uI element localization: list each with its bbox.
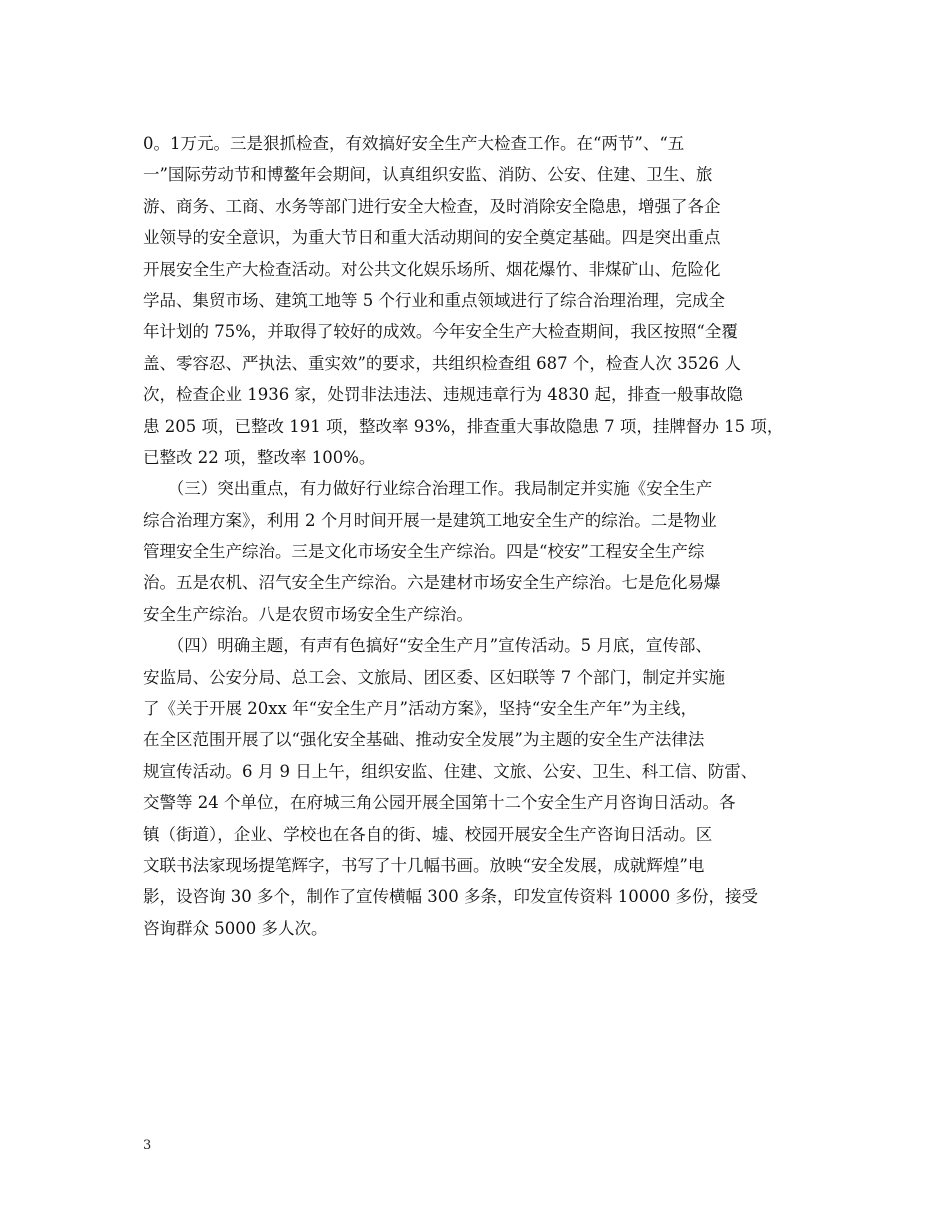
body-text bbox=[143, 128, 813, 944]
text-line-4: 业领导的安全意识，为重大节日和重大活动期间的安全奠定基础。四是突出重点 bbox=[143, 228, 721, 248]
text-line-12: （三）突出重点，有力做好行业综合治理工作。我局制定并实施《安全生产 bbox=[143, 479, 713, 499]
text-line-9: 次，检查企业 1936 家，处罚非法违法、违规违章行为 4830 起，排查一般事故隐 bbox=[143, 385, 743, 405]
text-line-3: 游、商务、工商、水务等部门进行安全大检查，及时消除安全隐患，增强了各企 bbox=[143, 196, 721, 216]
text-line-16: 安全生产综治。八是农贸市场安全生产综治。 bbox=[143, 604, 473, 624]
text-line-17: （四）明确主题，有声有色搞好“安全生产月”宣传活动。5 月底，宣传部、 bbox=[143, 636, 712, 656]
text-line-21: 规宣传活动。6 月 9 日上午，组织安监、住建、文旅、公安、卫生、科工信、防雷、 bbox=[143, 761, 758, 781]
text-line-8: 盖、零容忍、严执法、重实效”的要求，共组织检查组 687 个，检查人次 3526 人 bbox=[143, 353, 741, 373]
text-line-10: 患 205 项，已整改 191 项，整改率 93%，排查重大事故隐患 7 项，挂牌督办 15 项， bbox=[143, 416, 784, 436]
text-line-25: 影，设咨询 30 多个，制作了宣传横幅 300 多条，印发宣传资料 10000 多份，接受 bbox=[143, 887, 758, 907]
text-line-23: 镇（街道），企业、学校也在各自的街、墟、校园开展安全生产咨询日活动。区 bbox=[143, 824, 713, 844]
text-line-26: 咨询群众 5000 多人次。 bbox=[143, 918, 328, 938]
text-line-13: 综合治理方案》，利用 2 个月时间开展一是建筑工地安全生产的综治。二是物业 bbox=[143, 510, 717, 530]
text-line-19: 了《关于开展 20xx 年“安全生产月”活动方案》，坚持“安全生产年”为主线， bbox=[143, 699, 698, 719]
text-line-14: 管理安全生产综治。三是文化市场安全生产综治。四是“校安”工程安全生产综 bbox=[143, 542, 705, 562]
text-line-1: 0。1万元。三是狠抓检查，有效搞好安全生产大检查工作。在“两节”、“五 bbox=[143, 134, 685, 153]
page-number: 3 bbox=[143, 1138, 152, 1153]
text-line-7: 年计划的 75%，并取得了较好的成效。今年安全生产大检查期间，我区按照“全覆 bbox=[143, 322, 738, 342]
text-line-5: 开展安全生产大检查活动。对公共文化娱乐场所、烟花爆竹、非煤矿山、危险化 bbox=[143, 259, 721, 279]
text-line-15: 治。五是农机、沼气安全生产综治。六是建材市场安全生产综治。七是危化易爆 bbox=[143, 573, 721, 593]
text-line-18: 安监局、公安分局、总工会、文旅局、团区委、区妇联等 7 个部门，制定并实施 bbox=[143, 667, 725, 687]
text-line-6: 学品、集贸市场、建筑工地等 5 个行业和重点领域进行了综合治理治理，完成全 bbox=[143, 290, 725, 310]
text-line-2: 一”国际劳动节和博鳌年会期间，认真组织安监、消防、公安、住建、卫生、旅 bbox=[143, 165, 713, 185]
text-line-20: 在全区范围开展了以“强化安全基础、推动安全发展”为主题的安全生产法律法 bbox=[143, 730, 705, 750]
text-line-22: 交警等 24 个单位，在府城三角公园开展全国第十二个安全生产月咨询日活动。各 bbox=[143, 793, 736, 813]
text-line-11: 已整改 22 项，整改率 100%。 bbox=[143, 447, 376, 467]
text-line-24: 文联书法家现场提笔辉字，书写了十几幅书画。放映“安全发展，成就辉煌”电 bbox=[143, 855, 705, 875]
